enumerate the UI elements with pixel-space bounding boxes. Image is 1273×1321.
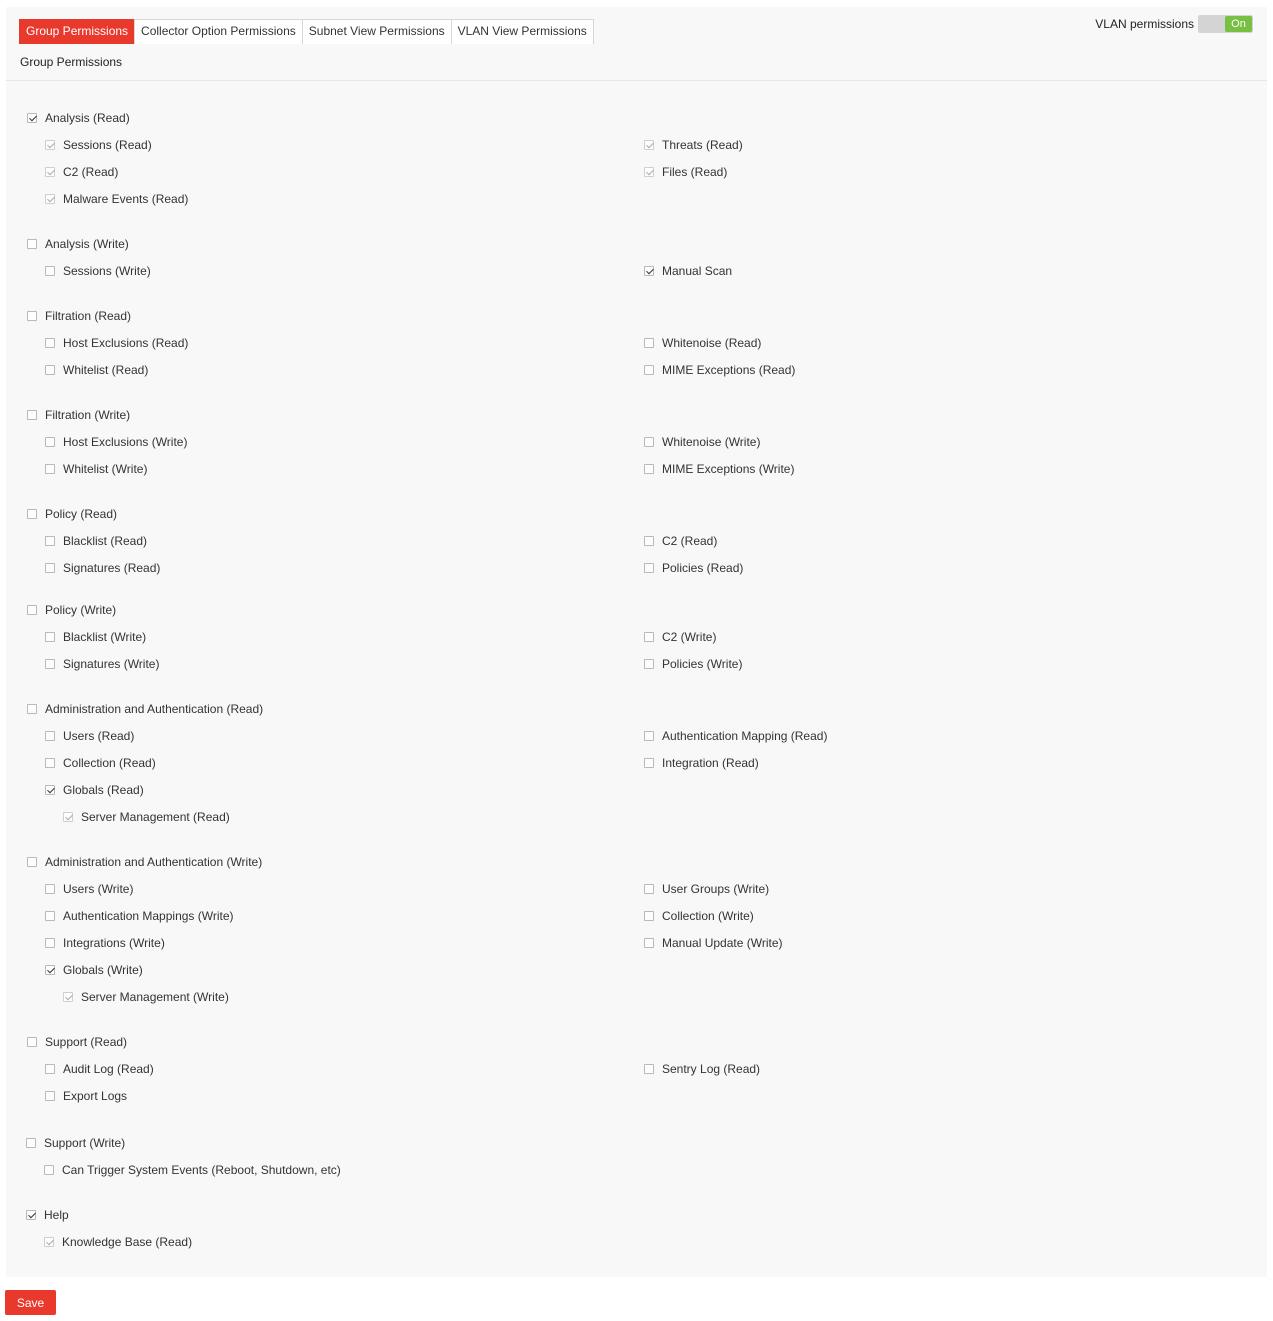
permission-label[interactable]: Audit Log (Read) bbox=[63, 1062, 154, 1076]
permission-label[interactable]: Whitenoise (Read) bbox=[662, 336, 762, 350]
permission-label[interactable]: C2 (Read) bbox=[63, 165, 119, 179]
permission-label[interactable]: Malware Events (Read) bbox=[63, 192, 189, 206]
permission-label[interactable]: Can Trigger System Events (Reboot, Shutdown, etc) bbox=[62, 1163, 341, 1177]
permission-item bbox=[27, 603, 116, 617]
permission-label[interactable]: Users (Read) bbox=[63, 729, 135, 743]
permission-item bbox=[45, 1062, 154, 1076]
permission-label[interactable]: Signatures (Write) bbox=[63, 657, 160, 671]
permission-item bbox=[644, 936, 783, 950]
permission-checkbox[interactable] bbox=[644, 365, 654, 375]
permission-label[interactable]: Globals (Write) bbox=[63, 963, 143, 977]
permission-label[interactable]: Collection (Read) bbox=[63, 756, 156, 770]
vlan-permissions bbox=[1095, 15, 1253, 33]
permission-checkbox[interactable] bbox=[45, 1091, 55, 1101]
permission-item bbox=[644, 1062, 760, 1076]
permission-item bbox=[27, 408, 130, 422]
permission-item bbox=[45, 462, 147, 476]
permission-item bbox=[644, 165, 727, 179]
toggle-on-label: On bbox=[1225, 16, 1252, 32]
permission-label[interactable]: Files (Read) bbox=[662, 165, 728, 179]
permission-item bbox=[644, 756, 759, 770]
permission-checkbox[interactable] bbox=[644, 338, 654, 348]
permission-label[interactable]: Sessions (Write) bbox=[63, 264, 151, 278]
permission-item bbox=[45, 756, 156, 770]
permission-item bbox=[644, 729, 827, 743]
permission-item bbox=[644, 138, 743, 152]
permission-item bbox=[27, 111, 130, 125]
permission-checkbox bbox=[45, 194, 55, 204]
permission-label[interactable]: Export Logs bbox=[63, 1089, 128, 1103]
permission-checkbox[interactable] bbox=[45, 338, 55, 348]
permission-item bbox=[45, 882, 133, 896]
permission-label[interactable]: Globals (Read) bbox=[63, 783, 144, 797]
permission-label[interactable]: Policy (Read) bbox=[45, 507, 118, 521]
permission-checkbox[interactable] bbox=[45, 785, 55, 795]
permission-item bbox=[45, 909, 234, 923]
permission-item bbox=[45, 561, 160, 575]
permission-label[interactable]: Collection (Write) bbox=[662, 909, 754, 923]
permission-checkbox[interactable] bbox=[45, 536, 55, 546]
section-divider bbox=[6, 80, 1267, 81]
permission-item bbox=[644, 657, 742, 671]
permission-checkbox[interactable] bbox=[45, 266, 55, 276]
permission-checkbox[interactable] bbox=[45, 1064, 55, 1074]
permission-label[interactable]: Filtration (Write) bbox=[45, 408, 131, 422]
permission-checkbox[interactable] bbox=[644, 731, 654, 741]
permission-label[interactable]: Filtration (Read) bbox=[45, 309, 132, 323]
permission-label[interactable]: Manual Scan bbox=[662, 264, 733, 278]
permission-item bbox=[45, 936, 165, 950]
permission-label[interactable]: C2 (Read) bbox=[662, 534, 718, 548]
permission-item bbox=[644, 336, 761, 350]
permission-label[interactable]: Host Exclusions (Read) bbox=[63, 336, 189, 350]
permission-item bbox=[45, 363, 148, 377]
permission-checkbox[interactable] bbox=[45, 965, 55, 975]
permission-item bbox=[45, 963, 143, 977]
permission-label[interactable]: Help bbox=[44, 1208, 69, 1222]
permission-item bbox=[45, 1089, 127, 1103]
permission-checkbox[interactable] bbox=[26, 1210, 36, 1220]
save-button[interactable]: Save bbox=[5, 1290, 56, 1315]
permission-item bbox=[45, 783, 144, 797]
permission-tabs bbox=[19, 19, 593, 44]
permission-item bbox=[63, 990, 229, 1004]
permission-label[interactable]: Support (Read) bbox=[45, 1035, 128, 1049]
permission-label[interactable]: Whitenoise (Write) bbox=[662, 435, 761, 449]
permission-checkbox[interactable] bbox=[45, 365, 55, 375]
permission-item bbox=[26, 1136, 125, 1150]
permission-item bbox=[27, 237, 129, 251]
permission-label[interactable]: Blacklist (Read) bbox=[63, 534, 148, 548]
permission-checkbox[interactable] bbox=[644, 266, 654, 276]
permission-checkbox[interactable] bbox=[644, 1064, 654, 1074]
permission-item bbox=[644, 264, 732, 278]
permission-item bbox=[644, 561, 743, 575]
permission-checkbox[interactable] bbox=[45, 659, 55, 669]
permission-checkbox[interactable] bbox=[45, 437, 55, 447]
permission-item bbox=[45, 264, 151, 278]
permission-item bbox=[45, 534, 147, 548]
permission-item bbox=[27, 855, 262, 869]
permission-label[interactable]: Administration and Authentication (Write) bbox=[45, 855, 263, 869]
permission-item bbox=[45, 192, 188, 206]
permission-label[interactable]: Whitelist (Read) bbox=[63, 363, 149, 377]
permissions-panel bbox=[6, 7, 1267, 1277]
permission-label[interactable]: Blacklist (Write) bbox=[63, 630, 147, 644]
permission-checkbox[interactable] bbox=[27, 311, 37, 321]
permission-checkbox[interactable] bbox=[27, 410, 37, 420]
permission-item bbox=[644, 363, 795, 377]
permission-checkbox[interactable] bbox=[644, 632, 654, 642]
permission-label[interactable]: Analysis (Read) bbox=[45, 111, 130, 125]
permission-checkbox[interactable] bbox=[45, 884, 55, 894]
permission-checkbox[interactable] bbox=[45, 563, 55, 573]
permission-checkbox[interactable] bbox=[644, 884, 654, 894]
permission-checkbox[interactable] bbox=[27, 857, 37, 867]
permission-checkbox[interactable] bbox=[27, 605, 37, 615]
permission-item bbox=[27, 507, 117, 521]
permission-checkbox bbox=[63, 812, 73, 822]
permission-checkbox bbox=[644, 167, 654, 177]
permission-label[interactable]: Sessions (Read) bbox=[63, 138, 152, 152]
permission-label[interactable]: Server Management (Write) bbox=[81, 990, 229, 1004]
tab-collector-option-permissions[interactable]: Collector Option Permissions bbox=[134, 19, 303, 44]
permission-checkbox[interactable] bbox=[644, 536, 654, 546]
section-title: Group Permissions bbox=[20, 55, 123, 69]
permission-checkbox[interactable] bbox=[644, 437, 654, 447]
permission-checkbox[interactable] bbox=[45, 731, 55, 741]
permission-checkbox[interactable] bbox=[45, 938, 55, 948]
permission-label[interactable]: Support (Write) bbox=[44, 1136, 126, 1150]
permission-checkbox bbox=[63, 992, 73, 1002]
permission-label[interactable]: Authentication Mappings (Write) bbox=[63, 909, 234, 923]
permission-item bbox=[45, 657, 159, 671]
permission-label[interactable]: Authentication Mapping (Read) bbox=[662, 729, 828, 743]
permission-label[interactable]: Policies (Write) bbox=[662, 657, 743, 671]
vlan-permissions-label: VLAN permissions bbox=[1095, 17, 1194, 31]
permission-label[interactable]: Integrations (Write) bbox=[63, 936, 165, 950]
permission-checkbox[interactable] bbox=[45, 911, 55, 921]
permission-checkbox[interactable] bbox=[26, 1138, 36, 1148]
permission-item bbox=[45, 729, 134, 743]
permission-checkbox[interactable] bbox=[644, 911, 654, 921]
permission-item bbox=[27, 309, 131, 323]
tab-subnet-view-permissions[interactable]: Subnet View Permissions bbox=[302, 19, 452, 44]
permission-checkbox[interactable] bbox=[27, 1037, 37, 1047]
permission-label[interactable]: MIME Exceptions (Read) bbox=[662, 363, 796, 377]
permission-item bbox=[27, 702, 263, 716]
permission-checkbox[interactable] bbox=[27, 239, 37, 249]
permission-item bbox=[45, 165, 118, 179]
permission-item bbox=[644, 534, 717, 548]
permission-checkbox[interactable] bbox=[644, 563, 654, 573]
vlan-permissions-toggle[interactable] bbox=[1198, 15, 1253, 33]
permission-item bbox=[44, 1163, 341, 1177]
tab-vlan-view-permissions[interactable]: VLAN View Permissions bbox=[451, 19, 594, 44]
permission-checkbox[interactable] bbox=[644, 758, 654, 768]
permission-label[interactable]: Policy (Write) bbox=[45, 603, 117, 617]
permission-checkbox[interactable] bbox=[45, 758, 55, 768]
permission-item bbox=[45, 336, 188, 350]
permission-checkbox bbox=[44, 1237, 54, 1247]
permission-checkbox bbox=[45, 140, 55, 150]
permission-label[interactable]: Analysis (Write) bbox=[45, 237, 129, 251]
permission-label[interactable]: Host Exclusions (Write) bbox=[63, 435, 188, 449]
permission-label[interactable]: Manual Update (Write) bbox=[662, 936, 783, 950]
permission-item bbox=[644, 435, 760, 449]
permission-item bbox=[45, 435, 187, 449]
permission-label[interactable]: Sentry Log (Read) bbox=[662, 1062, 761, 1076]
permission-item bbox=[27, 1035, 127, 1049]
permission-checkbox[interactable] bbox=[27, 113, 37, 123]
permission-checkbox[interactable] bbox=[27, 509, 37, 519]
permission-checkbox[interactable] bbox=[45, 464, 55, 474]
permission-label[interactable]: Policies (Read) bbox=[662, 561, 744, 575]
permission-item bbox=[644, 882, 769, 896]
permission-label[interactable]: Integration (Read) bbox=[662, 756, 759, 770]
permission-item bbox=[44, 1235, 192, 1249]
permission-item bbox=[26, 1208, 69, 1222]
permission-item bbox=[45, 630, 146, 644]
permission-label[interactable]: C2 (Write) bbox=[662, 630, 717, 644]
permission-label[interactable]: Administration and Authentication (Read) bbox=[45, 702, 264, 716]
permission-checkbox[interactable] bbox=[44, 1165, 54, 1175]
permission-item bbox=[644, 909, 754, 923]
permission-label[interactable]: Knowledge Base (Read) bbox=[62, 1235, 193, 1249]
permission-label[interactable]: Users (Write) bbox=[63, 882, 134, 896]
permission-label[interactable]: Server Management (Read) bbox=[81, 810, 230, 824]
permission-label[interactable]: User Groups (Write) bbox=[662, 882, 770, 896]
permission-checkbox[interactable] bbox=[644, 938, 654, 948]
permission-item bbox=[644, 462, 794, 476]
permission-label[interactable]: Threats (Read) bbox=[662, 138, 743, 152]
permission-item bbox=[63, 810, 230, 824]
permission-item bbox=[45, 138, 152, 152]
permission-checkbox[interactable] bbox=[27, 704, 37, 714]
permission-item bbox=[644, 630, 716, 644]
tab-group-permissions[interactable]: Group Permissions bbox=[19, 19, 135, 44]
permission-checkbox bbox=[644, 140, 654, 150]
permission-label[interactable]: MIME Exceptions (Write) bbox=[662, 462, 795, 476]
permission-checkbox bbox=[45, 167, 55, 177]
permission-checkbox[interactable] bbox=[45, 632, 55, 642]
permission-checkbox[interactable] bbox=[644, 464, 654, 474]
permission-label[interactable]: Signatures (Read) bbox=[63, 561, 161, 575]
permission-label[interactable]: Whitelist (Write) bbox=[63, 462, 148, 476]
permission-checkbox[interactable] bbox=[644, 659, 654, 669]
